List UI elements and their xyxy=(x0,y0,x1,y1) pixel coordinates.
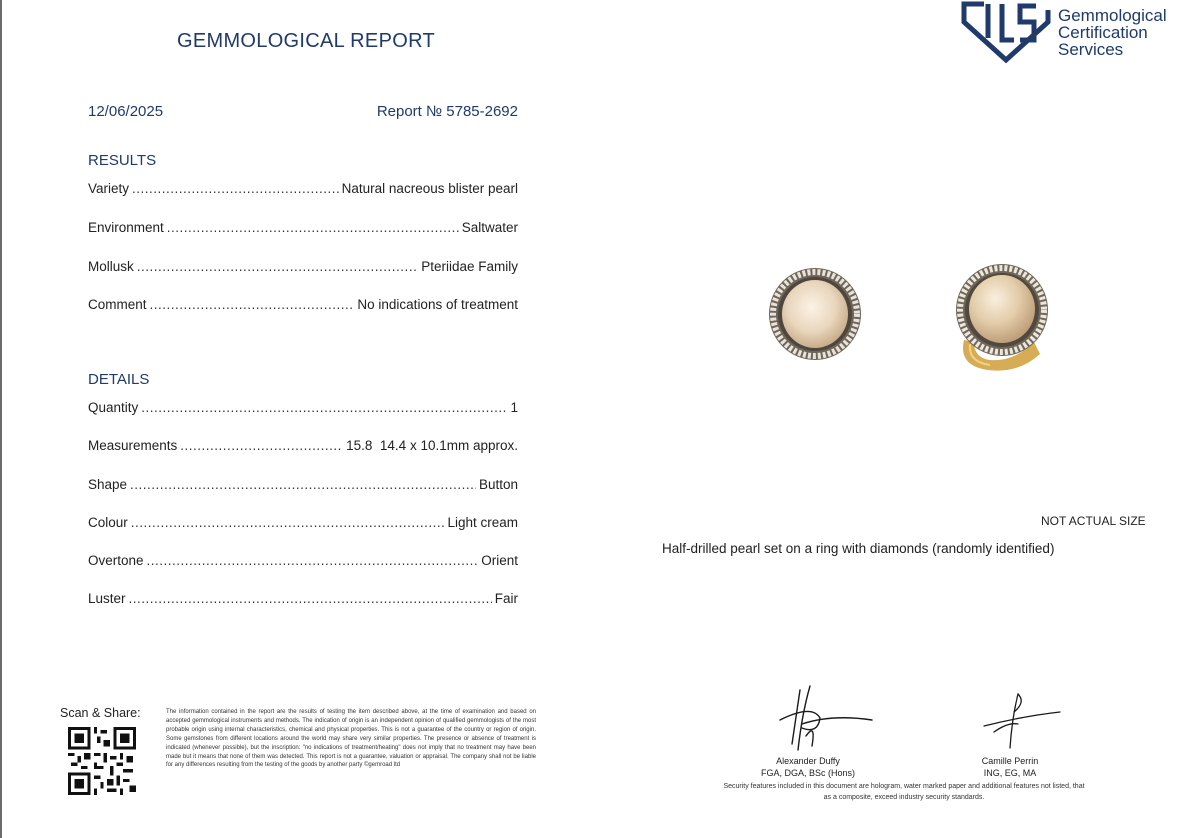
result-row-mollusk xyxy=(88,259,518,274)
detail-row-shape xyxy=(88,477,518,492)
row-label: Shape xyxy=(88,477,128,492)
dot-leader xyxy=(132,181,339,196)
signature-alexander-duffy xyxy=(772,684,876,754)
result-row-environment xyxy=(88,220,518,235)
gcs-logo xyxy=(958,0,1183,64)
row-label: Luster xyxy=(88,591,126,606)
row-value: Light cream xyxy=(447,515,518,530)
ring-side-view-photo xyxy=(948,262,1052,374)
scan-share-label: Scan & Share: xyxy=(60,706,141,720)
row-label: Overtone xyxy=(88,553,144,568)
result-row-comment xyxy=(88,297,518,312)
not-actual-size-note: NOT ACTUAL SIZE xyxy=(1041,514,1146,528)
dot-leader xyxy=(129,591,492,606)
result-row-variety xyxy=(88,181,518,196)
dot-leader xyxy=(137,259,418,274)
row-label: Quantity xyxy=(88,400,139,415)
security-features-note: Security features included in this document are hologram, water marked paper and additional features not listed, that as a composite, exceed industry security standards. xyxy=(723,783,1085,801)
legal-disclaimer: The information contained in the report are the results of testing the item described above, at the time of examination and based on accepted gemmological instruments and methods. The indication of origin is an independent opinion of qualified gemmologists of the most probable origin using internal characteristics, chemical and physical properties. This is not a guarantee of the country or region of origin. Some gemstones from different locations around the world may share very similar properties. The presence or absence of treatment is indicated (whenever possible), but the inscription: "no indications of treatment/heating" does not imply that no treatment may have been made but it means that none of them was detected. This report is not a guarantee, valuation or appraisal. The company shall not be liable for any differences resulting from the testing of the goods by another party ©gemroad ltd xyxy=(166,709,536,769)
image-caption: Half-drilled pearl set on a ring with diamonds (randomly identified) xyxy=(662,541,1055,556)
logo-line-3: Services xyxy=(1058,40,1124,59)
row-value: 15.8 14.4 x 10.1mm approx. xyxy=(346,438,518,453)
row-value: No indications of treatment xyxy=(357,297,518,312)
logo-text xyxy=(1058,7,1167,58)
dot-leader xyxy=(141,400,507,415)
qr-code-icon[interactable] xyxy=(68,727,136,795)
row-value: Pteriidae Family xyxy=(421,259,518,274)
row-value: Saltwater xyxy=(461,220,518,235)
gcs-logo-mark-icon xyxy=(958,0,1054,64)
report-title: GEMMOLOGICAL REPORT xyxy=(177,30,435,52)
row-label: Mollusk xyxy=(88,259,134,274)
row-label: Colour xyxy=(88,515,128,530)
results-heading: RESULTS xyxy=(88,152,157,169)
signer-1 xyxy=(758,755,858,779)
report-date: 12/06/2025 xyxy=(88,103,164,120)
detail-row-measurements xyxy=(88,438,518,453)
signer-1-qualifications: FGA, DGA, BSc (Hons) xyxy=(760,768,856,778)
dot-leader xyxy=(147,553,479,568)
ring-top-view-photo xyxy=(767,266,863,362)
report-number: Report № 5785-2692 xyxy=(376,103,518,120)
dot-leader xyxy=(167,220,459,235)
signer-2-qualifications: ING, EG, MA xyxy=(983,768,1037,778)
row-label: Environment xyxy=(88,220,164,235)
signer-2-name: Camille Perrin xyxy=(981,756,1039,766)
detail-row-overtone xyxy=(88,553,518,568)
signer-2 xyxy=(960,755,1060,779)
dot-leader xyxy=(150,297,355,312)
dot-leader xyxy=(130,477,476,492)
dot-leader xyxy=(131,515,445,530)
detail-row-colour xyxy=(88,515,518,530)
logo-line-2: Certification xyxy=(1058,23,1148,42)
detail-row-quantity xyxy=(88,400,518,415)
details-heading: DETAILS xyxy=(88,371,150,388)
row-value: Fair xyxy=(494,591,518,606)
dot-leader xyxy=(180,438,343,453)
row-value: 1 xyxy=(510,400,518,415)
row-value: Natural nacreous blister pearl xyxy=(341,181,518,196)
page-left-border xyxy=(0,0,2,838)
row-value: Orient xyxy=(481,553,518,568)
logo-line-1: Gemmological xyxy=(1058,6,1167,25)
detail-row-luster xyxy=(88,591,518,606)
row-label: Comment xyxy=(88,297,147,312)
signer-1-name: Alexander Duffy xyxy=(776,756,840,766)
signature-camille-perrin xyxy=(974,688,1064,750)
row-label: Measurements xyxy=(88,438,178,453)
row-label: Variety xyxy=(88,181,130,196)
row-value: Button xyxy=(478,477,518,492)
